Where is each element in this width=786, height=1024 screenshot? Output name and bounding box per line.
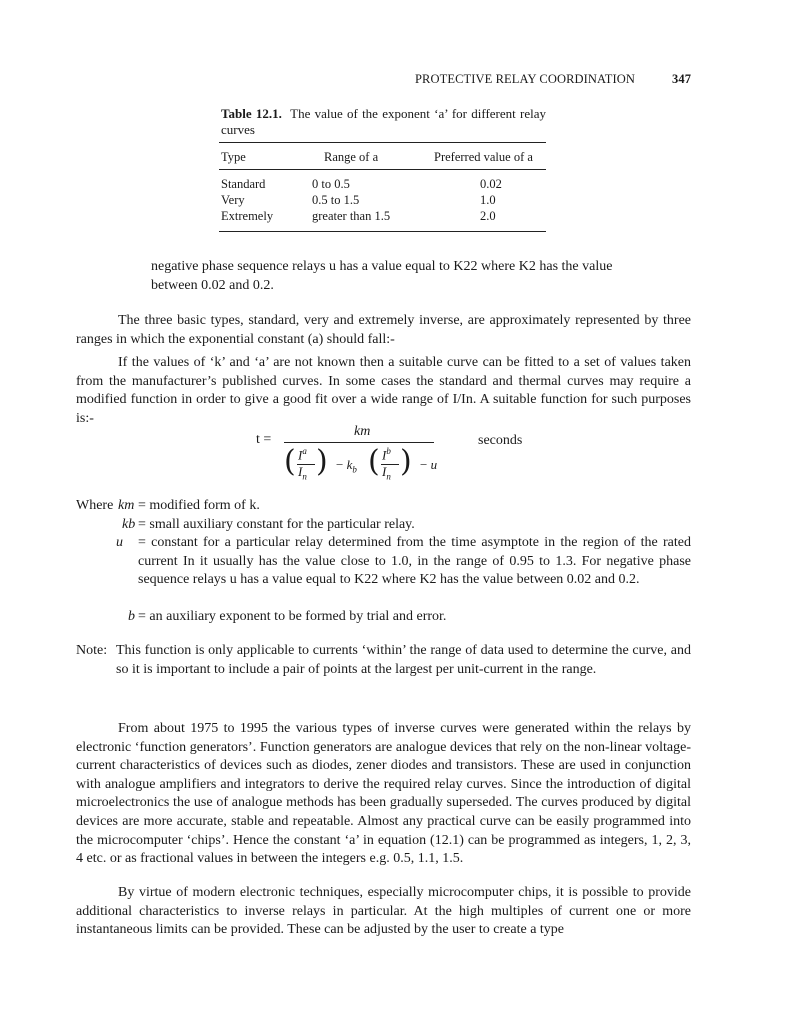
where-lead: Where <box>76 498 114 513</box>
table-row <box>219 177 546 193</box>
table-label: Table 12.1. <box>221 106 282 121</box>
table-caption <box>221 106 546 138</box>
running-header <box>415 72 692 87</box>
header-title: PROTECTIVE RELAY COORDINATION <box>415 72 636 86</box>
note-label: Note: <box>76 643 108 658</box>
paragraph: From about 1975 to 1995 the various types of inverse curves were generated within the relays by electronic ‘function generators’. Function generators are analogue devices that rely on the non-linear voltage-current characteristics of devices such as diodes, zener diodes and transistors. These are used in conjunction with analogue amplifiers and integrators to derive the required relay curves. Since the introduction of digital microelectronics the use of analogue methods has been gradually superseded. The curves produced by digital devices are more accurate, stable and repeatable. Almost any practical curve can be easily programmed into the microcomputer ‘chips’. Hence the constant ‘a’ in equation (12.1) can be programmed as integers, 1, 2, 3, 4 etc. or as fractional values in between the integers e.g. 0.5, 1.1, 1.5. <box>76 721 691 867</box>
where-definition: = constant for a particular relay determined from the time asymptote in the region of the rated current In it usually has the value close to 1.0, in the range of 0.95 to 1.3. For negative phase sequence relays u has a value equal to K22 where K2 has the value between 0.02 and 0.2. <box>138 535 691 588</box>
where-symbol: b <box>128 609 135 624</box>
note-text: This function is only applicable to currents ‘within’ the range of data used to determine the curve, and so it is important to include a pair of points at the largest per unit-current in the range. <box>116 643 691 677</box>
table-column-header: Range of a <box>324 150 379 164</box>
where-definition: = small auxiliary constant for the particular relay. <box>138 517 415 532</box>
where-symbol: u <box>116 535 123 550</box>
fraction-bar <box>284 442 434 443</box>
equation-denominator: ( $I^a$ $I_n$ ) − $k_b$ ( $I^b$ $I_n$ ) − u <box>284 444 438 482</box>
table-column-header: Preferred value of a <box>434 150 533 164</box>
repeated-text-block <box>151 258 691 295</box>
table-cell: 0 to 0.5 <box>312 177 350 191</box>
equation <box>256 424 523 492</box>
table-column-header: Type <box>221 150 246 164</box>
paragraph: By virtue of modern electronic techniques, especially microcomputer chips, it is possible to provide additional characteristics to inverse relays in particular. At the high multiples of current one or more instantaneous limits can be provided. These can be adjusted by the user to create a type <box>76 885 691 938</box>
table-cell: 1.0 <box>480 193 496 207</box>
where-definition: = modified form of k. <box>138 498 260 513</box>
page-number: 347 <box>672 72 692 86</box>
where-symbol: km <box>118 498 135 513</box>
table-header-row <box>219 143 546 170</box>
where-symbol: kb <box>122 517 136 532</box>
table-cell: 0.5 to 1.5 <box>312 193 360 207</box>
paragraph: The three basic types, standard, very and extremely inverse, are approximately represented by three ranges in which the exponential constant (a) should fall:- <box>76 313 691 347</box>
table-caption-text: The value of the exponent ‘a’ for different relay curves <box>221 106 546 137</box>
where-definition: = an auxiliary exponent to be formed by trial and error. <box>138 609 447 624</box>
table-cell: Extremely <box>221 209 274 223</box>
repeated-text-line: between 0.02 and 0.2. <box>151 277 274 293</box>
equation-lhs: t = <box>256 432 272 447</box>
exponent-table <box>219 142 546 232</box>
table-cell: Standard <box>221 177 266 191</box>
table-cell: 2.0 <box>480 209 496 223</box>
paragraph: If the values of ‘k’ and ‘a’ are not known then a suitable curve can be fitted to a set of values taken from the manufacturer’s published curves. In some cases the standard and thermal curves may require a modified function in order to give a good fit over a wide range of I/In. A suitable function for such purposes is:- <box>76 355 691 426</box>
table-cell: greater than 1.5 <box>312 209 391 223</box>
table-row <box>219 209 546 225</box>
equation-numerator: km <box>354 424 371 439</box>
table-row <box>219 193 546 209</box>
table-cell: 0.02 <box>480 177 502 191</box>
equation-unit: seconds <box>478 433 523 448</box>
repeated-text-line: negative phase sequence relays u has a value equal to K22 where K2 has the value <box>151 259 613 274</box>
table-cell: Very <box>221 193 245 207</box>
